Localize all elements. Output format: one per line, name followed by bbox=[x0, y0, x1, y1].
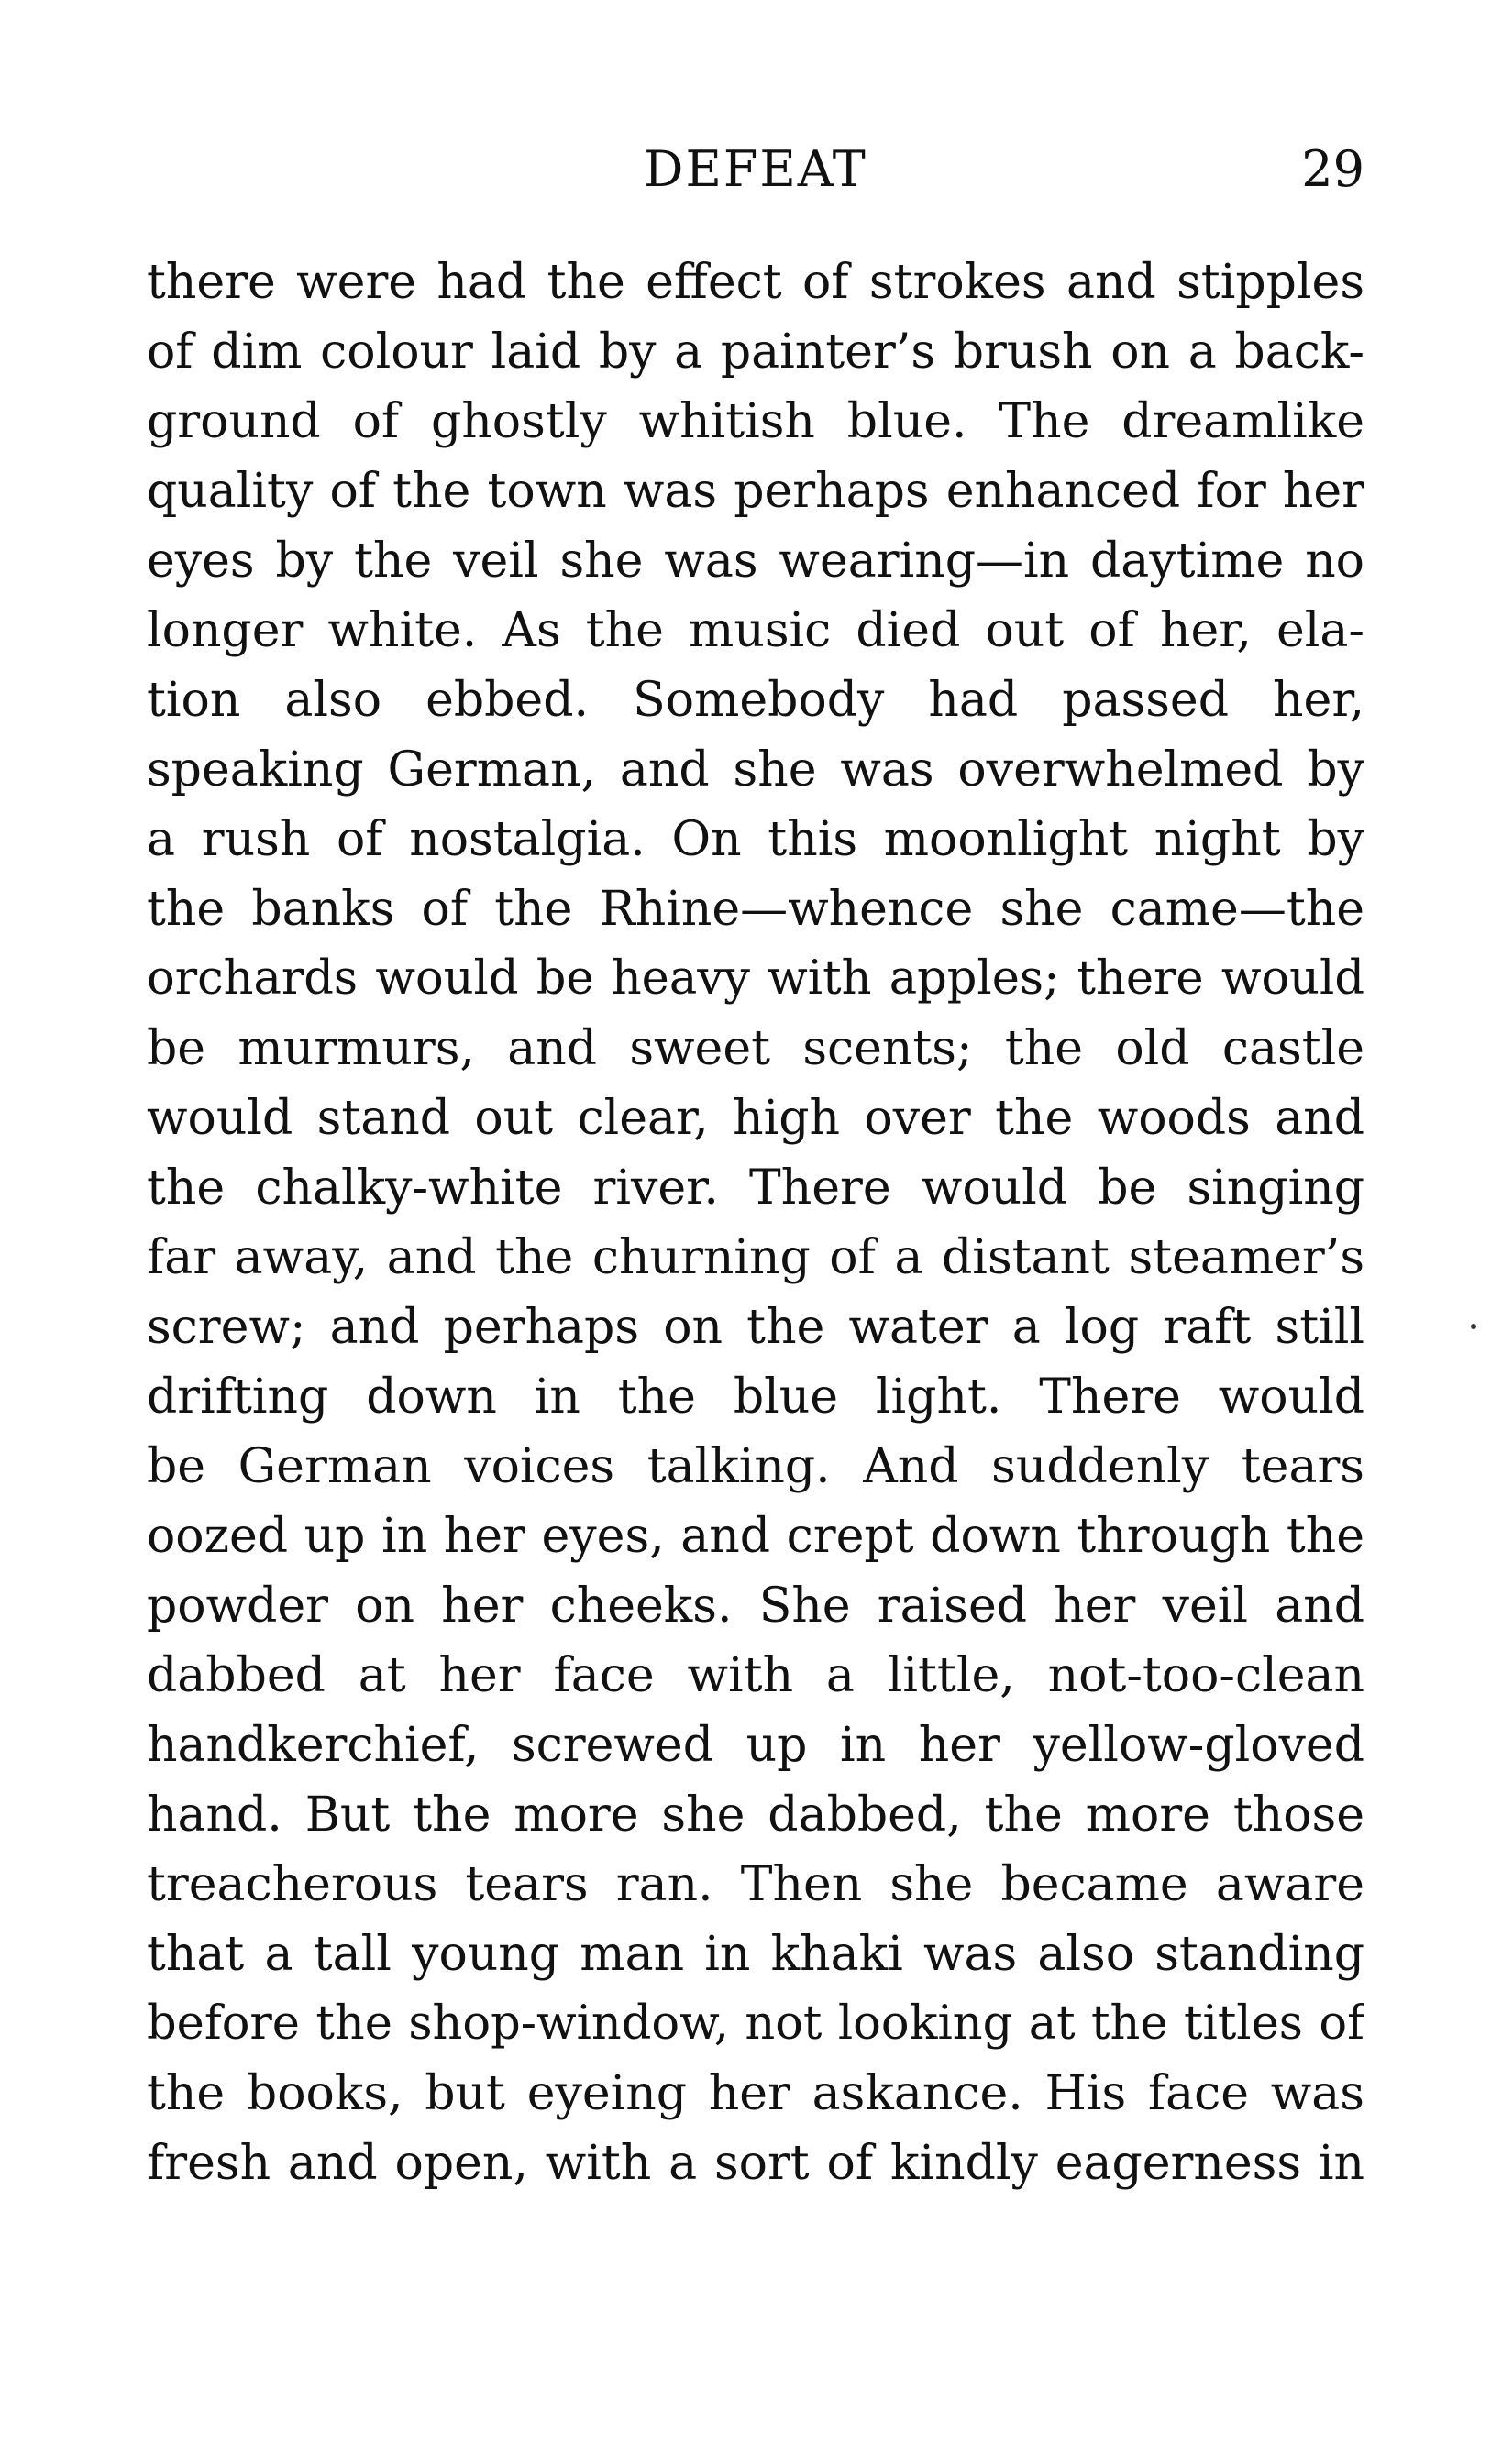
running-head bbox=[147, 128, 1364, 211]
text-line: be German voices talking. And suddenly tears bbox=[147, 1439, 1364, 1494]
text-line: quality of the town was perhaps enhanced for her bbox=[147, 464, 1364, 519]
text-line: powder on her cheeks. She raised her veil and bbox=[147, 1578, 1364, 1634]
text-line: dabbed at her face with a little, not-too-clean bbox=[147, 1648, 1364, 1703]
text-line: be murmurs, and sweet scents; the old castle bbox=[147, 1021, 1364, 1076]
text-line: of dim colour laid by a painter’s brush on a back- bbox=[147, 324, 1364, 380]
text-line: the books, but eyeing her askance. His face was bbox=[147, 2066, 1364, 2121]
text-line: longer white. As the music died out of her, ela- bbox=[147, 603, 1364, 658]
text-line: handkerchief, screwed up in her yellow-gloved bbox=[147, 1718, 1364, 1773]
text-line: the banks of the Rhine—whence she came—the bbox=[147, 882, 1364, 937]
text-line: fresh and open, with a sort of kindly eagerness in bbox=[147, 2136, 1364, 2191]
text-line: treacherous tears ran. Then she became aware bbox=[147, 1857, 1364, 1912]
text-line: a rush of nostalgia. On this moonlight night by bbox=[147, 812, 1364, 867]
text-line: speaking German, and she was overwhelmed by bbox=[147, 742, 1364, 798]
text-line: ground of ghostly whitish blue. The dreamlike bbox=[147, 394, 1364, 449]
text-line: tion also ebbed. Somebody had passed her, bbox=[147, 673, 1364, 728]
text-line: oozed up in her eyes, and crept down through the bbox=[147, 1509, 1364, 1564]
scan-speck bbox=[1471, 1324, 1476, 1329]
text-line: hand. But the more she dabbed, the more those bbox=[147, 1788, 1364, 1842]
text-line: screw; and perhaps on the water a log raft still bbox=[147, 1300, 1364, 1355]
text-line: there were had the effect of strokes and stipples bbox=[147, 255, 1364, 310]
chapter-title: DEFEAT bbox=[644, 140, 867, 198]
text-line: drifting down in the blue light. There would bbox=[147, 1370, 1364, 1424]
page-number: 29 bbox=[1301, 140, 1364, 198]
text-line: the chalky-white river. There would be singing bbox=[147, 1160, 1364, 1216]
text-line: would stand out clear, high over the woods and bbox=[147, 1091, 1364, 1146]
text-line: orchards would be heavy with apples; there would bbox=[147, 952, 1364, 1006]
text-line: eyes by the veil she was wearing—in daytime no bbox=[147, 534, 1364, 588]
text-line: before the shop-window, not looking at the titles of bbox=[147, 1996, 1364, 2051]
text-line: far away, and the churning of a distant steamer’s bbox=[147, 1230, 1364, 1285]
body-text bbox=[147, 248, 1364, 2198]
text-line: that a tall young man in khaki was also standing bbox=[147, 1927, 1364, 1982]
